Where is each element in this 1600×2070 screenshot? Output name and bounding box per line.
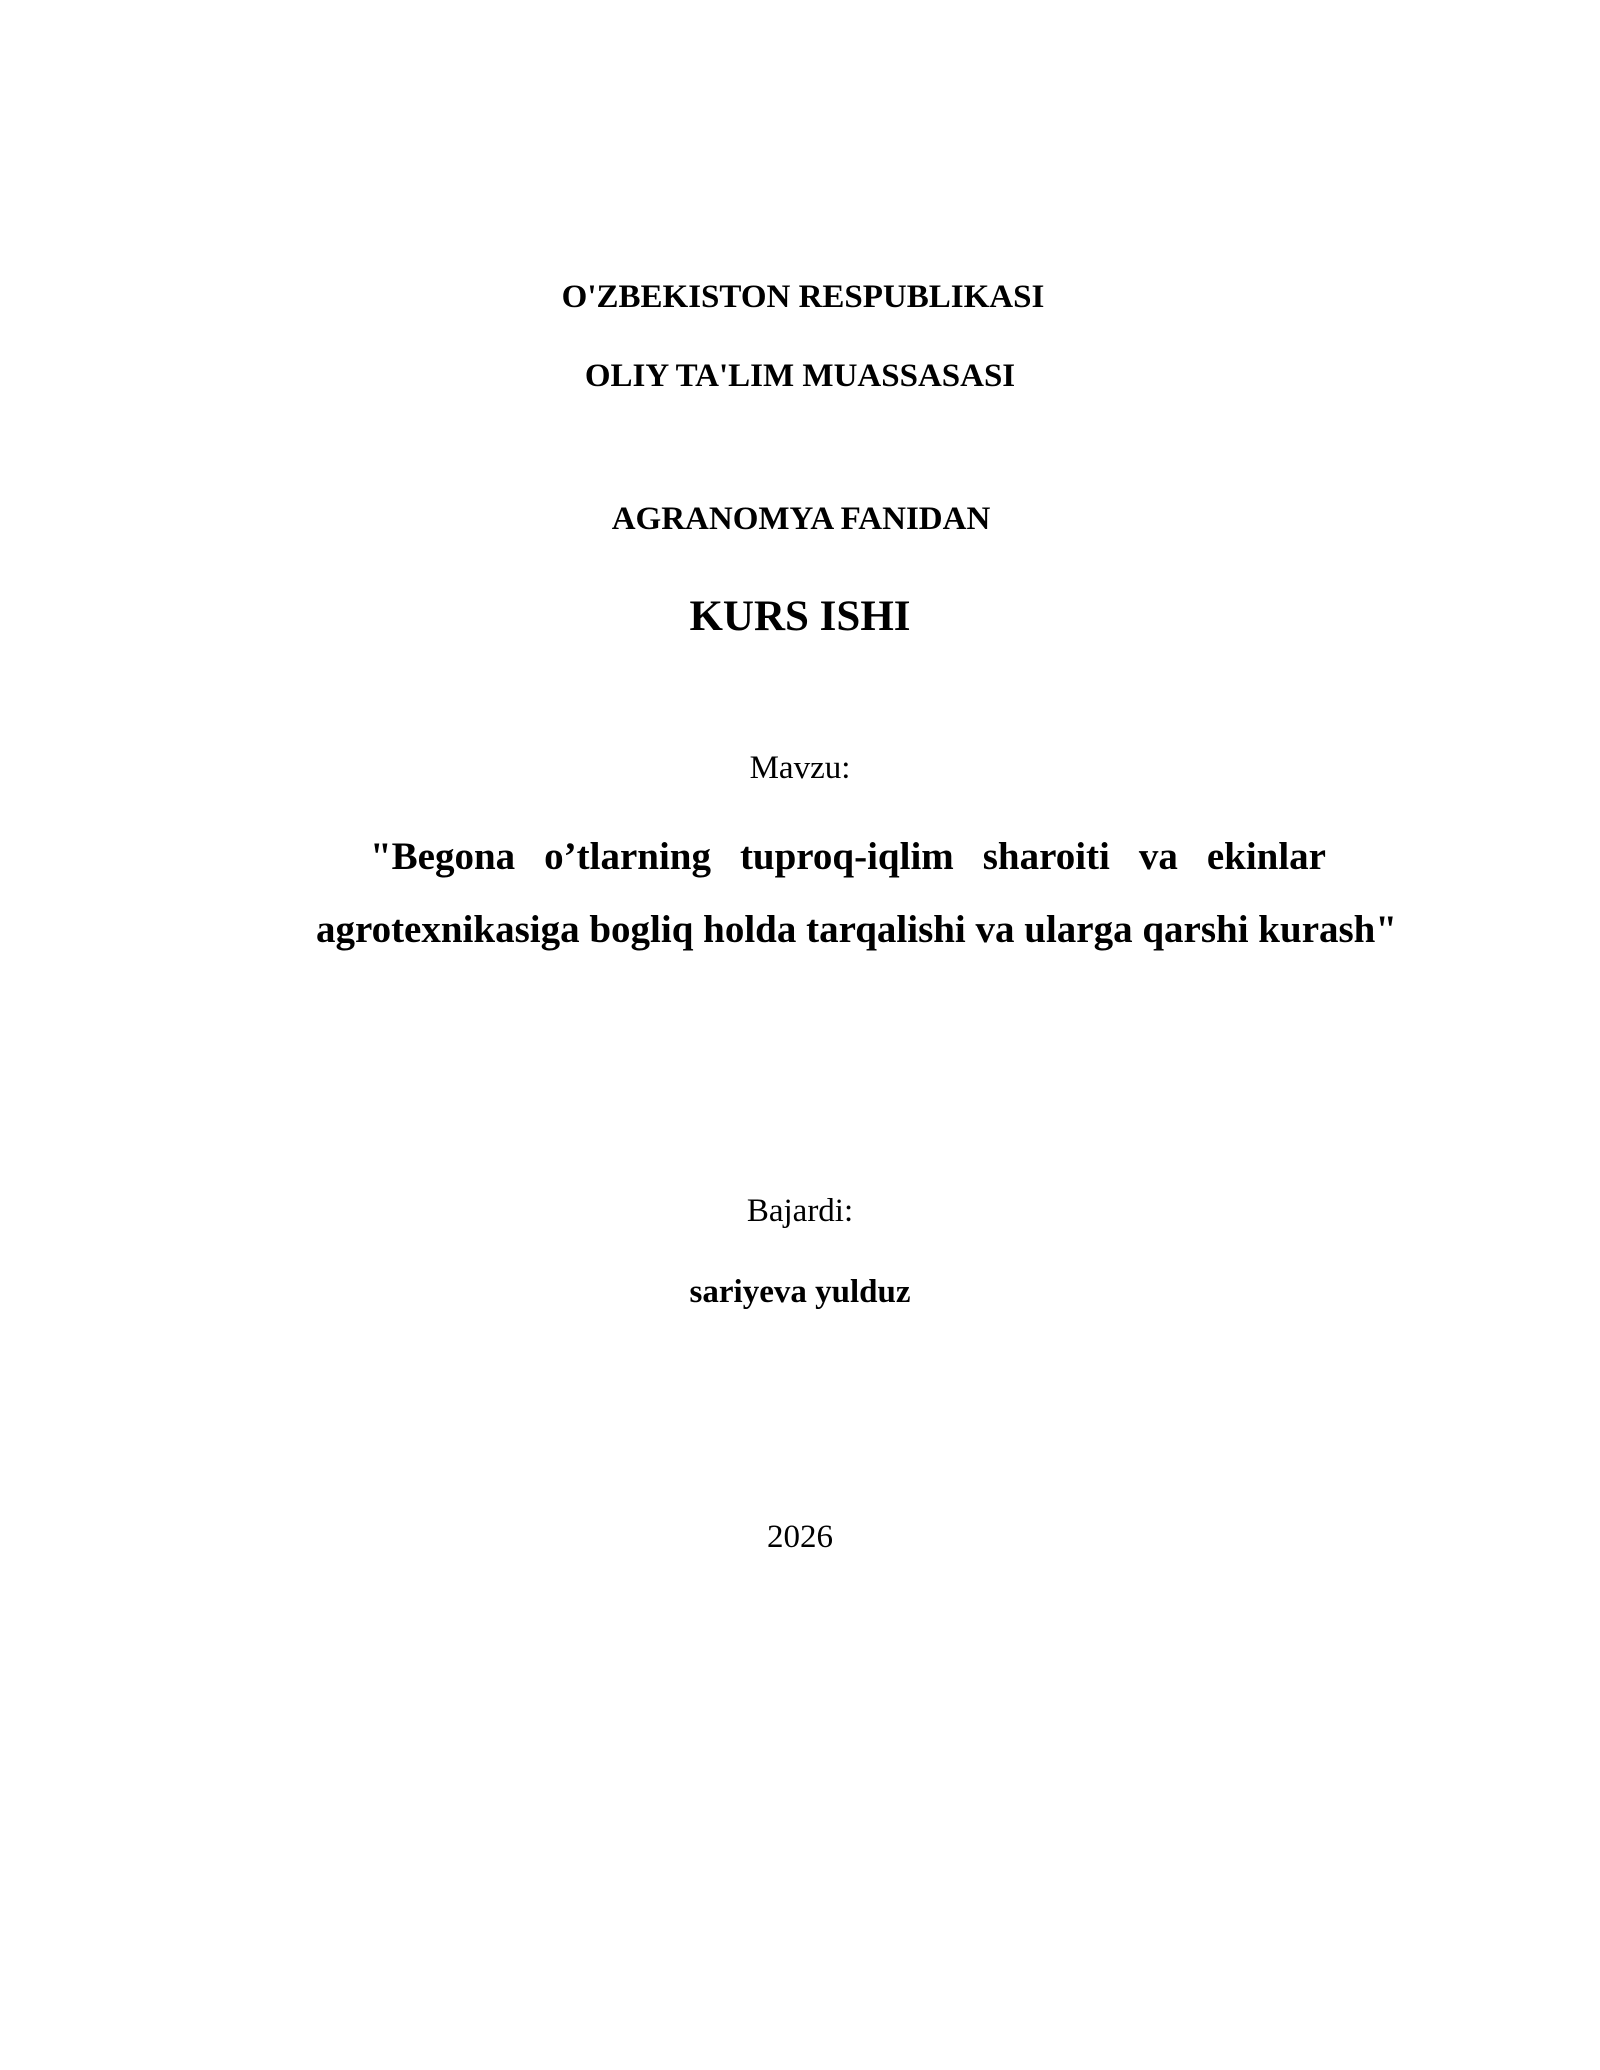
author-name: sariyeva yulduz [689, 1274, 911, 1310]
document-type-title: KURS ISHI [689, 593, 911, 640]
author-label: Bajardi: [746, 1193, 854, 1229]
subject-heading: AGRANOMYA FANIDAN [611, 501, 991, 537]
topic-title-line-2: agrotexnikasiga bogliq holda tarqalishi va ularga qarshi kurash" [315, 908, 1398, 951]
topic-label: Mavzu: [749, 750, 851, 786]
topic-title-line-1: "Begona o’tlarning tuproq-iqlim sharoiti va ekinlar [370, 835, 1326, 878]
year: 2026 [767, 1519, 833, 1555]
topic-title [272, 820, 1441, 966]
institution-heading: OLIY TA'LIM MUASSASASI [584, 358, 1016, 394]
country-heading: O'ZBEKISTON RESPUBLIKASI [561, 279, 1045, 315]
